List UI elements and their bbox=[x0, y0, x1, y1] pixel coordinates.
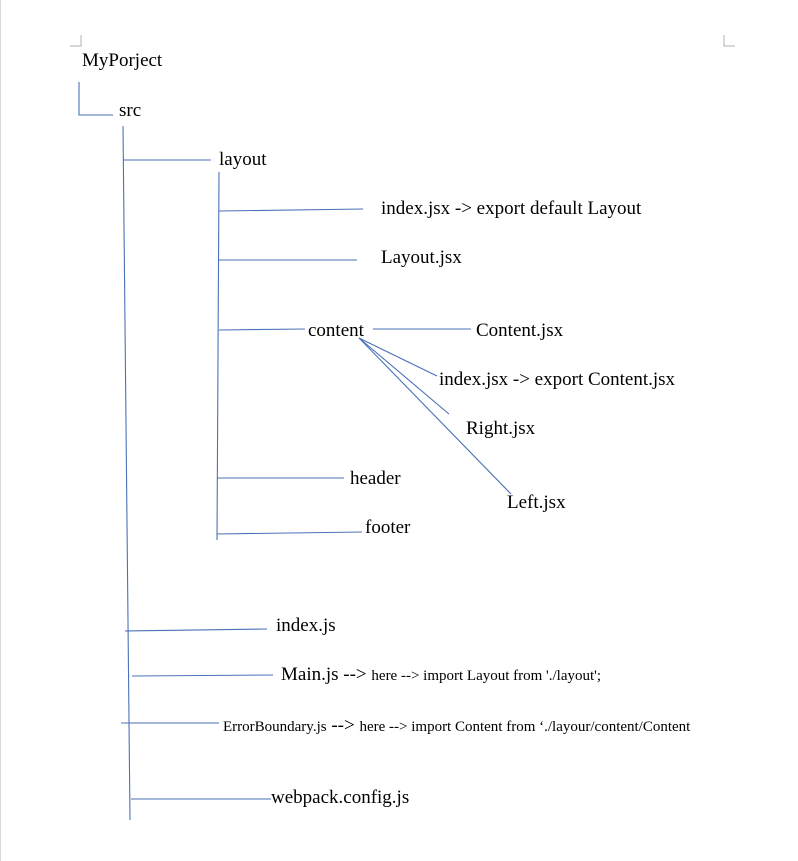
error-boundary-file-label: ErrorBoundary.js bbox=[223, 719, 327, 735]
content-index-file-label: index.jsx -> export Content.jsx bbox=[439, 369, 676, 390]
connector-src-index bbox=[125, 629, 267, 631]
margin-mark-left bbox=[70, 35, 81, 46]
margin-marks bbox=[70, 35, 735, 46]
layout-folder-label: layout bbox=[219, 149, 267, 170]
error-boundary-line bbox=[223, 716, 690, 735]
connector-src-main bbox=[132, 675, 273, 676]
content-folder-label: content bbox=[308, 320, 364, 341]
right-file-label: Right.jsx bbox=[466, 418, 536, 439]
connector-content-right bbox=[359, 338, 449, 414]
src-folder-label: src bbox=[119, 100, 142, 121]
error-boundary-note: here --> import Content from ‘./layour/content/Content bbox=[359, 719, 691, 735]
layout-index-file-label: index.jsx -> export default Layout bbox=[381, 198, 642, 219]
connector-layout-content bbox=[219, 329, 305, 330]
connector-layout-index bbox=[219, 209, 363, 211]
main-js-file-label: Main.js bbox=[281, 664, 339, 685]
error-boundary-arrow: --> bbox=[331, 715, 355, 736]
connector-root-src bbox=[79, 82, 113, 115]
main-js-arrow: --> bbox=[343, 664, 367, 685]
content-file-label: Content.jsx bbox=[476, 320, 564, 341]
index-js-file-label: index.js bbox=[276, 615, 336, 636]
main-js-line bbox=[281, 665, 601, 684]
webpack-config-file-label: webpack.config.js bbox=[271, 787, 410, 808]
connector-layout-footer bbox=[217, 532, 362, 534]
footer-folder-label: footer bbox=[365, 517, 411, 538]
connector-layout-trunk bbox=[217, 172, 219, 540]
main-js-note: here --> import Layout from './layout'; bbox=[371, 668, 602, 684]
header-folder-label: header bbox=[350, 468, 401, 489]
margin-mark-right bbox=[724, 35, 735, 46]
connector-src-trunk bbox=[123, 126, 130, 820]
layout-file-label: Layout.jsx bbox=[381, 247, 462, 268]
left-file-label: Left.jsx bbox=[507, 492, 566, 513]
root-folder-label: MyPorject bbox=[82, 50, 163, 71]
